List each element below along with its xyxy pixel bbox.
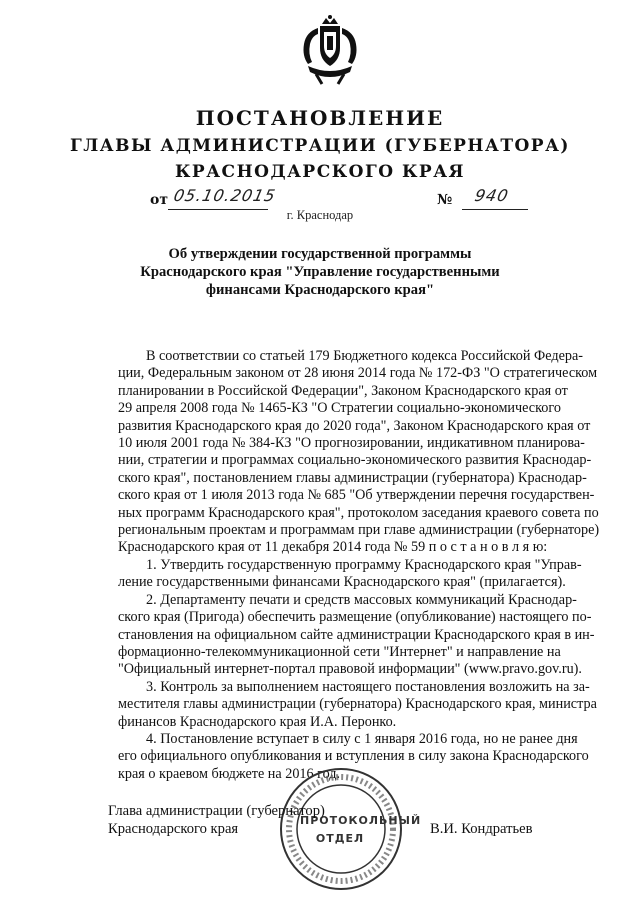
body-line: края о краевом бюджете на 2016 год. [118,765,341,782]
body-line: его официального опубликования и вступления в силу закона Краснодарского [118,748,589,765]
body-line: 1. Утвердить государственную программу Краснодарского края "Управ- [146,556,582,573]
date-label: от [150,192,169,208]
body-line: ных программ Краснодарского края", протоколом заседания краевого совета по [118,504,599,521]
body-line: 3. Контроль за выполнением настоящего постановления возложить на за- [146,678,590,695]
signatory-name: В.И. Кондратьев [430,821,533,837]
body-line: нии, стратегии и программах социально-экономического развития Краснодар- [118,452,592,469]
body-line: становления на официальном сайте администрации Краснодарского края в ин- [118,626,595,643]
body-line: 4. Постановление вступает в силу с 1 января 2016 года, но не ранее дня [146,730,578,747]
body-line: планировании в Российской Федерации", Законом Краснодарского края от [118,382,568,399]
coat-of-arms-icon [298,14,362,86]
document-subtitle-line1: ГЛАВЫ АДМИНИСТРАЦИИ (ГУБЕРНАТОРА) [70,136,570,156]
body-line: 29 апреля 2008 года № 1465-КЗ "О Стратегии социально-экономического [118,400,561,417]
body-line: "Официальный интернет-портал правовой информации" (www.pravo.gov.ru). [118,661,582,678]
document-subtitle-line2: КРАСНОДАРСКОГО КРАЯ [174,162,466,182]
body-line: ление государственными финансами Краснодарского края" (прилагается). [118,574,566,591]
body-line: ции, Федеральным законом от 28 июня 2014 года № 172-ФЗ "О стратегическом [118,365,598,382]
document-body [118,348,600,783]
body-line: Краснодарского края от 11 декабря 2014 года № 59 п о с т а н о в л я ю: [118,539,548,556]
signature-position-line2: Краснодарского края [108,821,239,837]
body-line: формационно-телекоммуникационной сети "Интернет" и направление на [118,643,561,660]
subject-line: Краснодарского края "Управление государственными [140,264,500,280]
body-line: финансов Краснодарского края И.А. Перонко. [118,713,397,730]
stamp-line2: ОТДЕЛ [315,832,365,845]
signature-position-line1: Глава администрации (губернатор) [108,803,325,819]
document-title: ПОСТАНОВЛЕНИЕ [195,106,445,130]
body-line: ского края (Пригода) обеспечить размещение (опубликование) настоящего по- [118,609,592,626]
body-line: 10 июля 2001 года № 384-КЗ "О прогнозировании, индикативном планирова- [118,435,585,452]
city: г. Краснодар [286,208,354,222]
body-line: 2. Департаменту печати и средств массовых коммуникаций Краснодар- [146,591,577,608]
body-line: В соответствии со статьей 179 Бюджетного кодекса Российской Федера- [146,348,583,364]
body-line: ского края", постановлением главы администрации (губернатора) Краснодар- [118,469,587,486]
body-line: ского края от 1 июля 2013 года № 685 "Об утверждении перечня государствен- [118,487,595,504]
subject-line: финансами Краснодарского края" [205,282,435,298]
date-value: 05.10.2015 [171,186,278,205]
body-line: местителя главы администрации (губернатора) Краснодарского края, министра [118,696,597,713]
document-subject [130,245,510,299]
stamp-line1: ПРОТОКОЛЬНЫЙ [300,814,422,827]
number-value: 940 [472,186,511,205]
body-line: развития Краснодарского края до 2020 года", Законом Краснодарского края от [118,417,591,434]
subject-line: Об утверждении государственной программы [168,246,472,262]
official-stamp-icon [276,764,422,894]
body-line: региональным проектам и программам при главе администрации (губернаторе) [118,522,600,539]
number-label: № [437,192,453,208]
